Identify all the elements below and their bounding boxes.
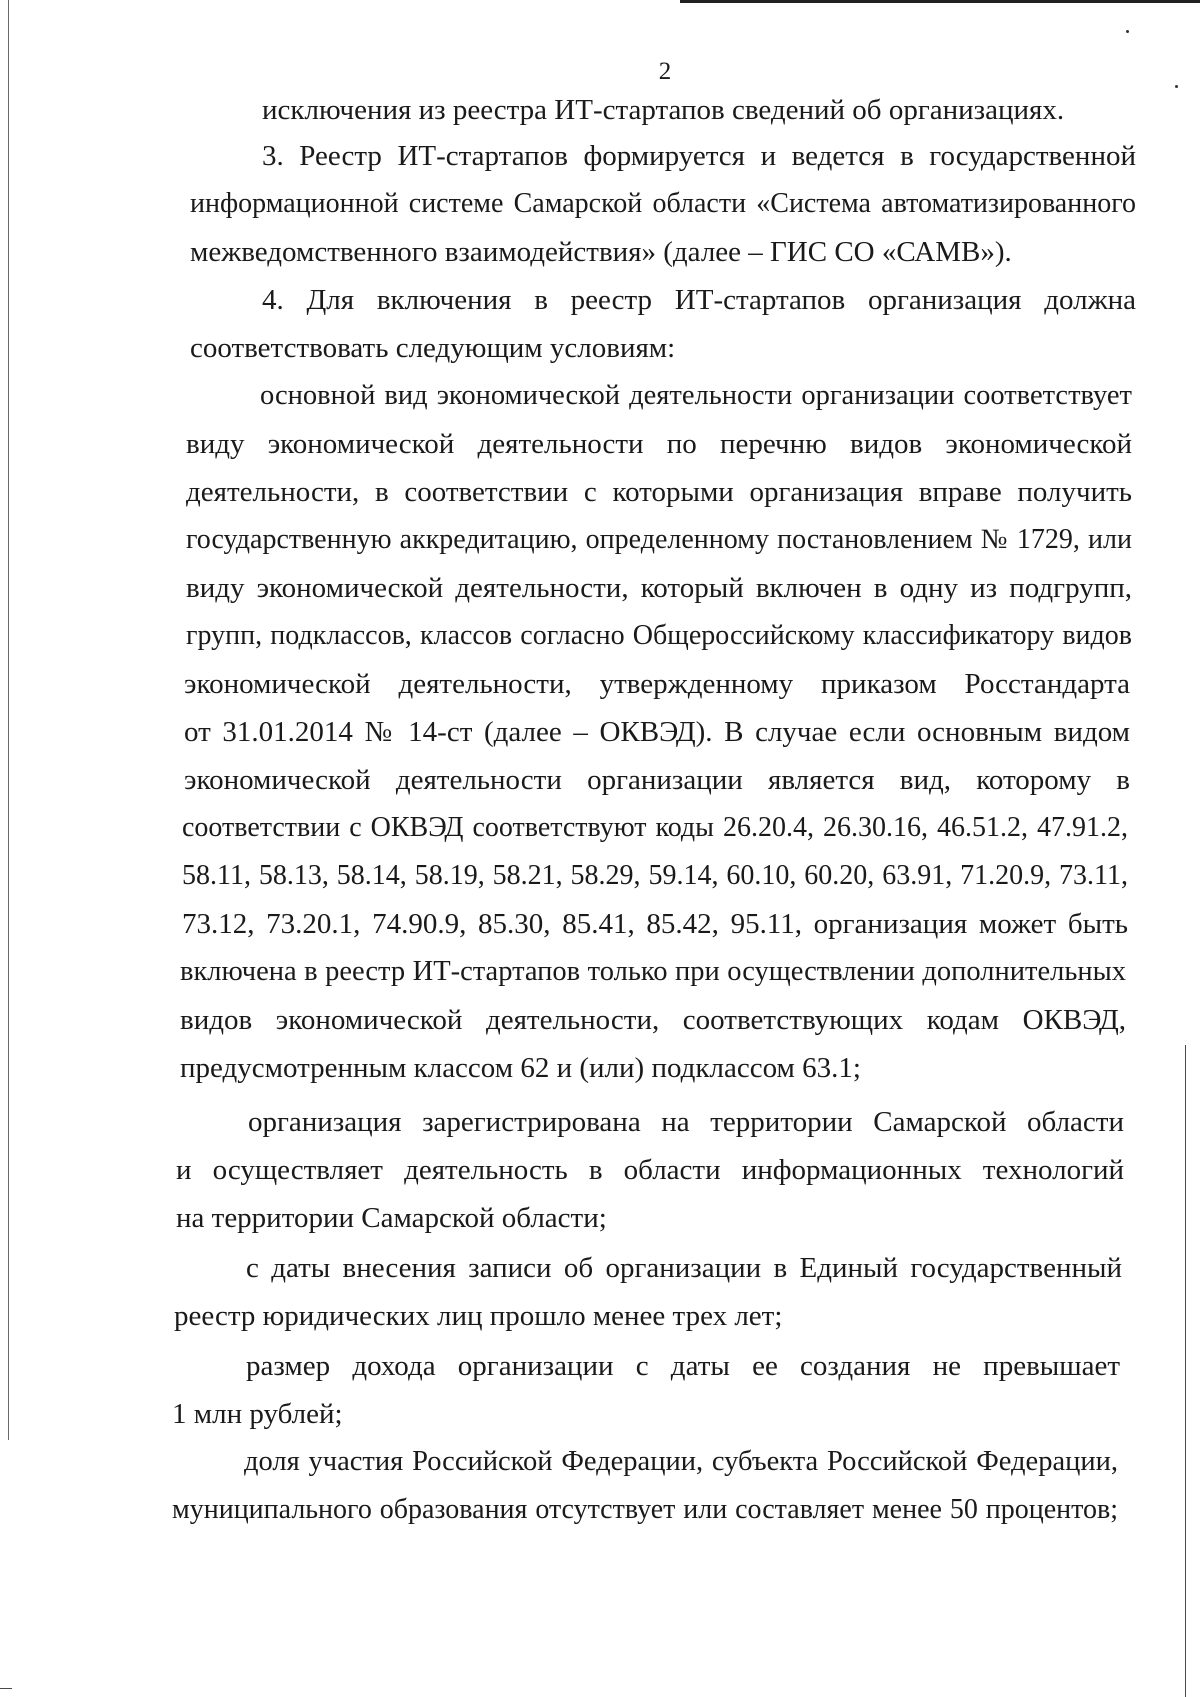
- paragraph-line: видов экономической деятельности, соответствующих кодам ОКВЭД,: [180, 1004, 1126, 1036]
- paragraph-line: виду экономической деятельности по перечню видов экономической: [186, 428, 1132, 460]
- scan-edge-bottom: [0, 1688, 12, 1689]
- paragraph-line: соответствовать следующим условиям:: [190, 332, 676, 364]
- paragraph-line: включена в реестр ИТ-стартапов только при осуществлении дополнительных: [180, 956, 1126, 987]
- paragraph-line: муниципального образования отсутствует или составляет менее 50 процентов;: [172, 1494, 1118, 1525]
- paragraph-line: государственную аккредитацию, определенному постановлением № 1729, или: [186, 524, 1132, 555]
- paragraph-line: экономической деятельности, утвержденному приказом Росстандарта: [184, 668, 1130, 700]
- paragraph-line: информационной системе Самарской области «Система автоматизированного: [190, 188, 1136, 219]
- paragraph-line: реестр юридических лиц прошло менее трех лет;: [174, 1300, 783, 1332]
- scan-speck: [1126, 30, 1129, 33]
- paragraph-line: межведомственного взаимодействия» (далее – ГИС СО «САМВ»).: [190, 236, 1012, 268]
- paragraph-line: соответствии с ОКВЭД соответствуют коды 26.20.4, 26.30.16, 46.51.2, 47.91.2,: [182, 812, 1128, 843]
- paragraph-line: 1 млн рублей;: [172, 1398, 343, 1430]
- scan-edge-top: [680, 0, 1200, 3]
- paragraph-line: на территории Самарской области;: [176, 1202, 607, 1234]
- paragraph-line: размер дохода организации с даты ее создания не превышает: [246, 1350, 1120, 1382]
- scan-edge-left: [8, 0, 9, 1440]
- paragraph-line: 3. Реестр ИТ-стартапов формируется и ведется в государственной: [262, 140, 1136, 172]
- paragraph-line: виду экономической деятельности, который включен в одну из подгрупп,: [186, 572, 1132, 604]
- paragraph-line: деятельности, в соответствии с которыми организация вправе получить: [186, 476, 1132, 508]
- paragraph-line: основной вид экономической деятельности организации соответствует: [260, 380, 1132, 411]
- paragraph-line: групп, подклассов, классов согласно Общероссийскому классификатору видов: [186, 620, 1132, 651]
- paragraph-line: с даты внесения записи об организации в Единый государственный: [246, 1252, 1122, 1284]
- paragraph-line: 58.11, 58.13, 58.14, 58.19, 58.21, 58.29, 59.14, 60.10, 60.20, 63.91, 71.20.9, 73.11,: [182, 860, 1128, 891]
- paragraph-line: от 31.01.2014 № 14-ст (далее – ОКВЭД). В случае если основным видом: [184, 716, 1130, 748]
- paragraph-line: организация зарегистрирована на территории Самарской области: [248, 1106, 1124, 1138]
- page-number: 2: [658, 58, 672, 85]
- paragraph-line: исключения из реестра ИТ-стартапов сведений об организациях.: [262, 94, 1065, 126]
- paragraph-line: 73.12, 73.20.1, 74.90.9, 85.30, 85.41, 85.42, 95.11, организация может быть: [182, 908, 1128, 940]
- paragraph-line: 4. Для включения в реестр ИТ-стартапов организация должна: [262, 284, 1136, 316]
- scan-edge-right: [1185, 1045, 1186, 1697]
- paragraph-line: и осуществляет деятельность в области информационных технологий: [176, 1154, 1124, 1186]
- paragraph-line: предусмотренным классом 62 и (или) подклассом 63.1;: [180, 1052, 861, 1084]
- paragraph-line: экономической деятельности организации является вид, которому в: [184, 764, 1130, 796]
- paragraph-line: доля участия Российской Федерации, субъекта Российской Федерации,: [244, 1446, 1118, 1477]
